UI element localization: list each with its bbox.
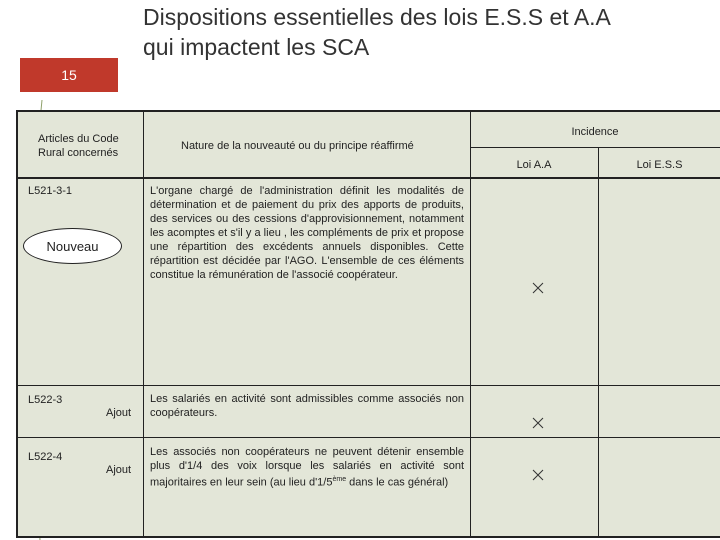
header-nature: Nature de la nouveauté ou du principe réaffirmé [181,140,414,152]
header-articles: Articles du Code Rural concernés [38,133,119,159]
slide-title [143,2,718,62]
row3-text: Les associés non coopérateurs ne peuvent détenir ensemble plus d'1/4 des voix lorsque les salariés en activité sont majoritaires en leur sein (au lieu d'1/5ème dans le cas général) [150,446,464,489]
row3-article: L522-4 [28,451,63,463]
row2-text: Les salariés en activité sont admissibles comme associés non coopérateurs. [150,393,464,419]
title-line-2: qui impactent les SCA [143,34,370,60]
cross-mark-icon [532,282,544,294]
row3-tag: Ajout [106,464,132,476]
cross-mark-icon [532,417,544,429]
row2-tag: Ajout [106,407,132,419]
slide-number: 15 [20,58,118,92]
header-loi-ess: Loi E.S.S [636,159,683,171]
cross-mark-icon [532,469,544,481]
row1-text: L'organe chargé de l'administration définit les modalités de détermination et de paiement du prix des apports de produits, des services ou des cessions d'approvisionnement, notamment les acomptes et s'il y a lieu , les compléments de prix et propose une répartition des excédents annuels disponibles. Cette répartition est décidée par l'AGO. L'ensemble de ces éléments constitue la rémunération de l'associé coopérateur. [150,185,464,281]
nouveau-badge: Nouveau [23,228,122,264]
header-incidence: Incidence [571,126,619,138]
row1-article: L521-3-1 [28,185,73,197]
row2-article: L522-3 [28,394,63,406]
dispositions-table [16,110,720,538]
title-line-1: Dispositions essentielles des lois E.S.S et A.A [143,4,611,30]
header-loi-aa: Loi A.A [516,159,552,171]
